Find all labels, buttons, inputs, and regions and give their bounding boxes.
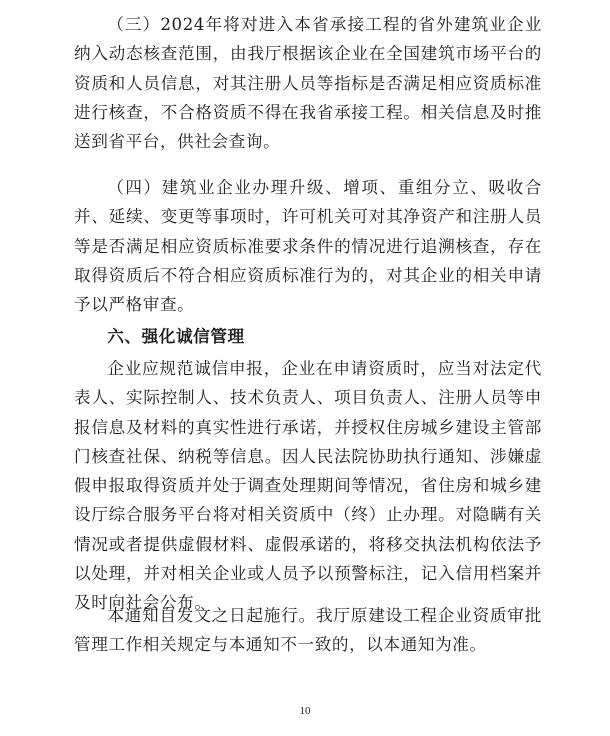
paragraph-effective-date: 本通知自发文之日起施行。我厅原建设工程企业资质审批管理工作相关规定与本通知不一致的，以本通知为准。 [74,606,542,655]
paragraph-retroactive-inspection: （四）建筑业企业办理升级、增项、重组分立、吸收合并、延续、变更等事项时，许可机关可对其净资产和注册人员等是否满足相应资质标准要求条件的情况进行追溯核查，存在取得资质后不符合相应资质标准行为的，对其企业的相关申请予以严格审查。 [74,178,542,315]
paragraph-dynamic-inspection: （三）2024年将对进入本省承接工程的省外建筑业企业纳入动态核查范围，由我厅根据该企业在全国建筑市场平台的资质和人员信息，对其注册人员等指标是否满足相应资质标准进行核查，不合格资质不得在我省承接工程。相关信息及时推送到省平台，供社会查询。 [74,15,542,152]
page-number: 10 [299,705,311,717]
paragraph-integrity-declaration: 企业应规范诚信申报，企业在申请资质时，应当对法定代表人、实际控制人、技术负责人、项目负责人、注册人员等申报信息及材料的真实性进行承诺，并授权住房城乡建设主管部门核查社保、纳税等信息。因人民法院协助执行通知、涉嫌虚假申报取得资质并处于调查处理期间等情况，省住房和城乡建设厅综合服务平台将对相关资质中（终）止办理。对隐瞒有关情况或者提供虚假材料、虚假承诺的，将移交执法机构依法予以处理，并对相关企业或人员予以预警标注，记入信用档案并及时向社会公布。 [74,359,542,613]
section-heading-integrity-management: 六、强化诚信管理 [107,327,245,346]
